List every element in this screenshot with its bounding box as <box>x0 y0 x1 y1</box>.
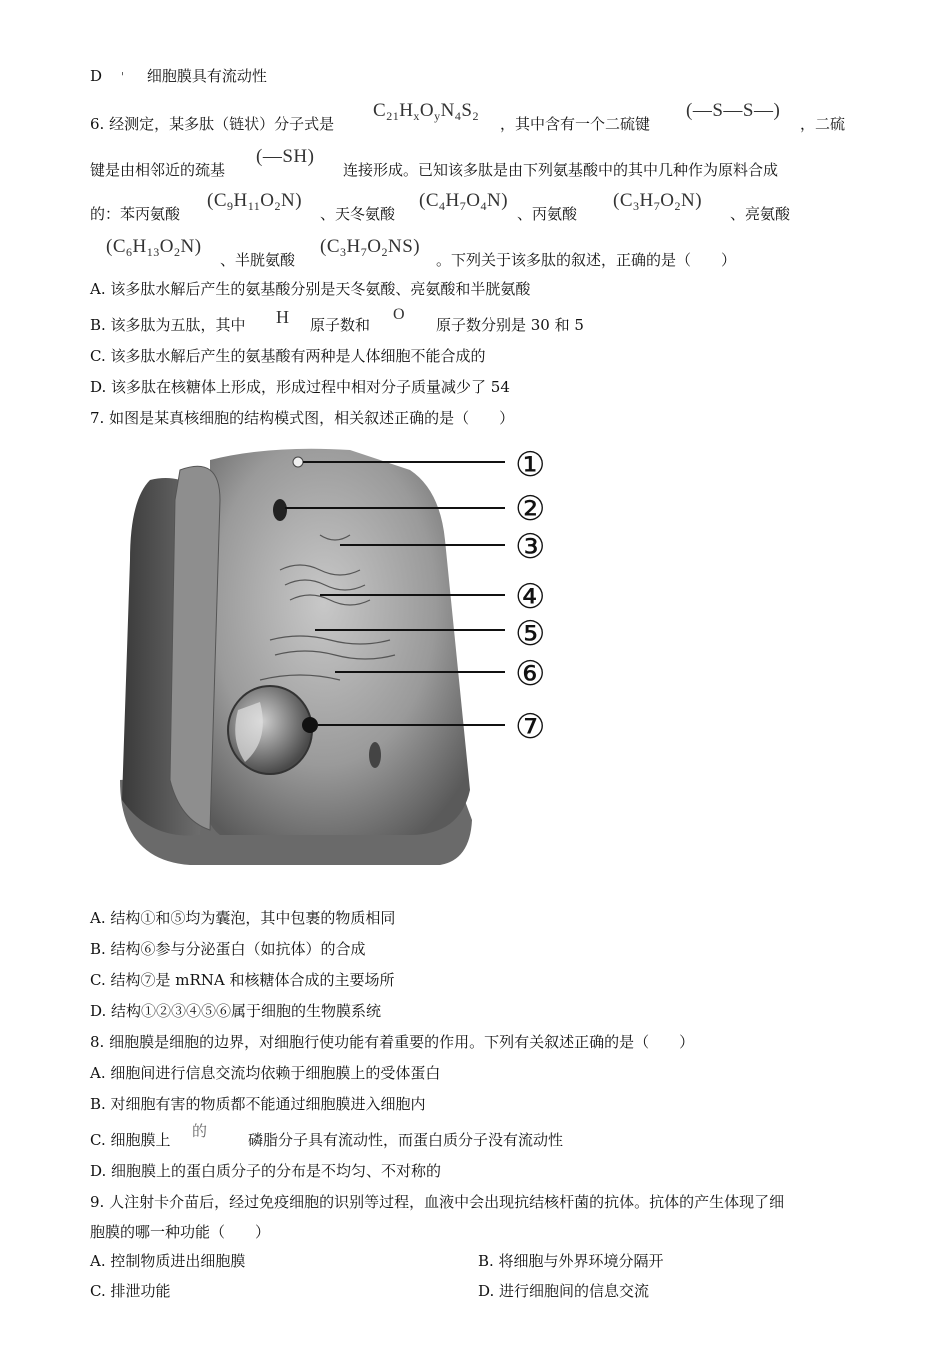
q6-text-9: 、亮氨酸 <box>730 205 791 223</box>
diagram-label-6: ⑥ <box>515 654 546 694</box>
diagram-label-2: ② <box>515 489 546 529</box>
q6-option-b-text-2: 原子数和 <box>310 316 371 334</box>
q6-option-b <box>90 315 246 335</box>
q6-text-10: 、半胱氨酸 <box>220 251 296 269</box>
q6-text-8: 、丙氨酸 <box>517 205 578 223</box>
q8-option-b: B. 对细胞有害的物质都不能通过细胞膜进入细胞内 <box>90 1095 426 1113</box>
q6-asp-formula: $(C_4H_7O_4N)$ <box>419 190 509 213</box>
q9-stem-line1: 9. 人注射卡介苗后，经过免疫细胞的识别等过程，血液中会出现抗结核杆菌的抗体。抗体的产生体现了细 <box>90 1193 785 1211</box>
q8-option-a: A. 细胞间进行信息交流均依赖于细胞膜上的受体蛋白 <box>90 1064 441 1082</box>
q6-text-7: 、天冬氨酸 <box>320 205 396 223</box>
q7-stem: 7. 如图是某真核细胞的结构模式图，相关叙述正确的是（ ） <box>90 409 515 427</box>
q6-ala-formula: $(C_3H_7O_2N)$ <box>613 190 703 213</box>
q5-option-d <box>90 66 267 87</box>
q8-option-c-text-2: 磷脂分子具有流动性，而蛋白质分子没有流动性 <box>248 1131 564 1149</box>
q7-option-b: B. 结构⑥参与分泌蛋白（如抗体）的合成 <box>90 940 366 958</box>
q8-option-c-text-1: C. 细胞膜上 <box>90 1131 171 1149</box>
diagram-label-4: ④ <box>515 577 546 617</box>
q8-option-d: D. 细胞膜上的蛋白质分子的分布是不均匀、不对称的 <box>90 1162 442 1180</box>
q9-stem-line2: 胞膜的哪一种功能（ ） <box>90 1223 271 1241</box>
q7-option-a: A. 结构①和⑤均为囊泡，其中包裹的物质相同 <box>90 909 396 927</box>
q6-text-5: 连接形成。已知该多肽是由下列氨基酸中的其中几种作为原料合成 <box>343 161 779 179</box>
q6-text-4: 键是由相邻近的巯基 <box>90 161 226 179</box>
q6-phe-formula: $(C_9H_{11}O_2N)$ <box>207 190 303 213</box>
q7-option-d: D. 结构①②③④⑤⑥属于细胞的生物膜系统 <box>90 1002 382 1020</box>
vesicle-1-marker <box>293 457 303 467</box>
q6-option-b-text-3: 原子数分别是 30 和 5 <box>436 316 584 334</box>
q9-option-b: B. 将细胞与外界环境分隔开 <box>478 1252 664 1270</box>
q6-option-b-h: H <box>276 307 290 327</box>
q6-option-b-o: O <box>393 306 406 323</box>
q6-text-6: 的：苯丙氨酸 <box>90 205 181 223</box>
q6-option-c: C. 该多肽水解后产生的氨基酸有两种是人体细胞不能合成的 <box>90 347 486 365</box>
diagram-label-5: ⑤ <box>515 614 546 654</box>
diagram-label-3: ③ <box>515 527 546 567</box>
diagram-label-1: ① <box>515 445 546 485</box>
q6-text-1: 6. 经测定，某多肽（链状）分子式是 <box>90 115 335 133</box>
q6-option-d: D. 该多肽在核糖体上形成，形成过程中相对分子质量减少了 54 <box>90 378 510 396</box>
q9-option-c: C. 排泄功能 <box>90 1282 171 1300</box>
nucleolus-7-marker <box>302 717 318 733</box>
q9-option-d: D. 进行细胞间的信息交流 <box>478 1282 650 1300</box>
q5-option-d-mark: ' <box>120 70 125 84</box>
q6-option-a: A. 该多肽水解后产生的氨基酸分别是天冬氨酸、亮氨酸和半胱氨酸 <box>90 280 531 298</box>
cell-structure-diagram <box>110 440 580 870</box>
q6-stem-line1 <box>90 114 334 134</box>
q8-option-c-de: 的 <box>192 1124 208 1140</box>
q5-option-d-text: 细胞膜具有流动性 <box>146 67 267 85</box>
mitochondrion-marker <box>369 742 381 768</box>
structure-2-marker <box>273 499 287 521</box>
q6-option-b-text-1: B. 该多肽为五肽，其中 <box>90 316 246 334</box>
q5-option-d-letter: D <box>90 67 103 85</box>
q6-cys-formula: $(C_3H_7O_2NS)$ <box>320 236 421 259</box>
q6-text-11: 。下列关于该多肽的叙述，正确的是（ ） <box>436 251 737 269</box>
q9-option-a: A. 控制物质进出细胞膜 <box>90 1252 246 1270</box>
diagram-label-7: ⑦ <box>515 707 546 747</box>
q8-stem: 8. 细胞膜是细胞的边界，对细胞行使功能有着重要的作用。下列有关叙述正确的是（ ） <box>90 1033 695 1051</box>
q6-leu-formula: $(C_6H_{13}O_2N)$ <box>106 236 202 259</box>
q6-sh-formula: (—SH) <box>256 146 315 167</box>
q6-disulfide-formula: (—S—S—) <box>686 100 781 121</box>
q6-text-3: ，二硫 <box>800 115 846 133</box>
q6-text-2: ，其中含有一个二硫键 <box>500 115 651 133</box>
q7-option-c: C. 结构⑦是 mRNA 和核糖体合成的主要场所 <box>90 971 395 989</box>
q6-formula: $C_{21}H_xO_yN_4S_2$ <box>373 100 479 123</box>
